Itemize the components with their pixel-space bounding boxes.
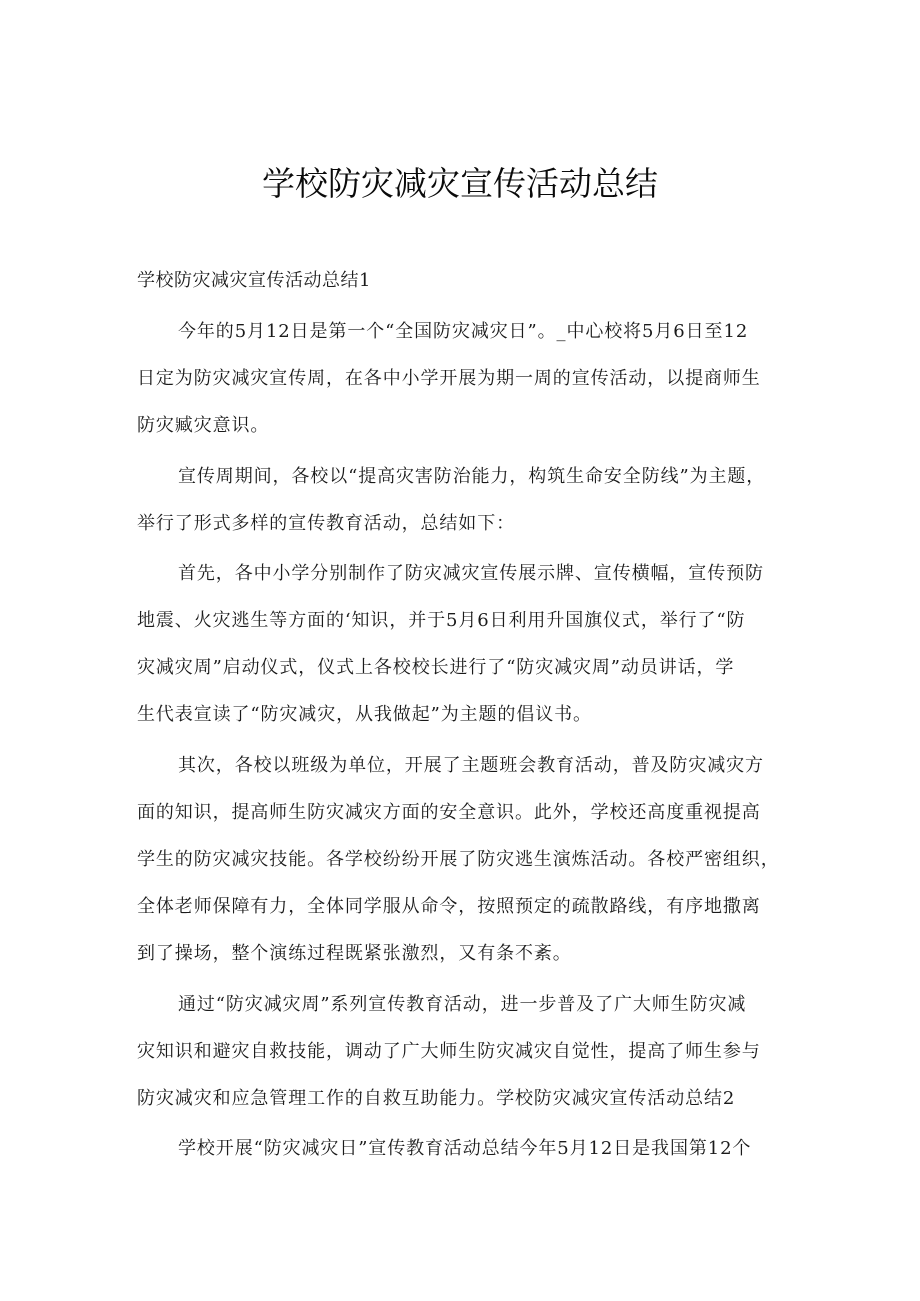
section-heading: 学校防灾减灾宣传活动总结1 [137,270,371,291]
paragraph-line: 首先，各中小学分别制作了防灾减灾宣传展示牌、宣传横幅，宣传预防 [178,563,764,584]
paragraph-line: 到了操场，整个演练过程既紧张激烈，又有条不紊。 [137,943,572,964]
paragraph-line: 防灾臧灾意识。 [137,415,270,436]
document-title: 学校防灾减灾宣传活动总结 [262,164,658,203]
paragraph-line: 今年的5月12日是第一个“全国防灾减灾日”。_中心校将5月6日至12 [178,321,749,342]
paragraph-line: 生代表宣读了“防灾减灾，从我做起”为主题的倡议书。 [137,704,592,725]
paragraph-line: 通过“防灾减灾周”系列宣传教育活动，进一步普及了广大师生防灾减 [178,994,747,1015]
paragraph-line: 全体老师保障有力，全体同学服从命令，按照预定的疏散路线，有序地撒离 [137,896,761,917]
paragraph-line: 日定为防灾减灾宣传周，在各中小学开展为期一周的宣传活动，以提商师生 [137,368,761,389]
paragraph-line: 学校开展“防灾减灾日”宣传教育活动总结今年5月12日是我国第12个 [178,1138,752,1159]
paragraph-line: 防灾减灾和应急管理工作的自救互助能力。学校防灾减灾宣传活动总结2 [137,1088,736,1109]
paragraph-line: 面的知识，提高师生防灾减灾方面的安全意识。此外，学校还高度重视提高 [137,802,761,823]
paragraph-line: 灾减灾周”启动仪式，仪式上各校校长进行了“防灾减灾周”动员讲话，学 [137,657,735,678]
paragraph-line: 地震、火灾逃生等方面的‘知识，并于5月6日利用升国旗仪式，举行了“防 [137,610,746,631]
paragraph-line: 学生的防灾减灾技能。各学校纷纷开展了防灾逃生演炼活动。各校严密组织， [137,849,780,870]
paragraph-line: 宣传周期间，各校以“提高灾害防治能力，构筑生命安全防线”为主题， [178,466,766,487]
paragraph-line: 其次，各校以班级为单位，开展了主题班会教育活动，普及防灾减灾方 [178,755,764,776]
paragraph-line: 举行了形式多样的宣传教育活动，总结如下： [137,513,515,534]
paragraph-line: 灾知识和避灾自救技能，调动了广大师生防灾减灾自觉性，提高了师生参与 [137,1041,761,1062]
